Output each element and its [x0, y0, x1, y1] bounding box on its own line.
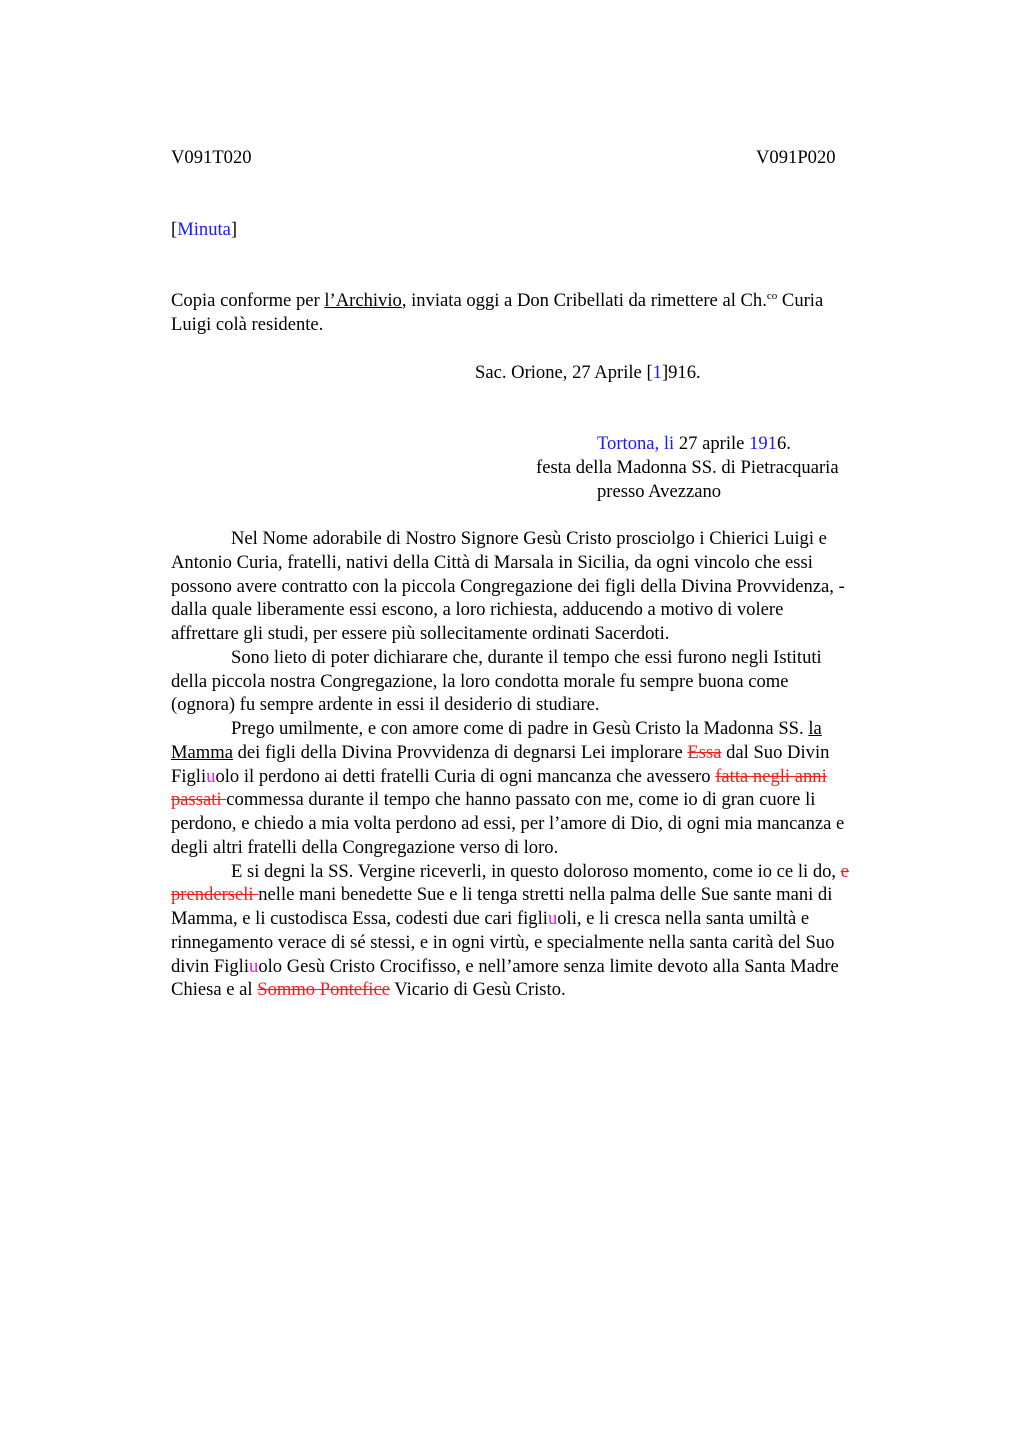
- dateline-line-2: festa della Madonna SS. di Pietracquaria: [536, 457, 839, 478]
- p4-text: nelle mani benedette Sue e li tenga stretti nella palma delle Sue sante mani di: [258, 884, 833, 905]
- signature-text-c: ]916.: [661, 362, 701, 383]
- signature-year-digit: 1: [652, 362, 662, 383]
- p3-text: Figli: [171, 766, 207, 787]
- p4-line-4: rinnegamento verace di sé stessi, e in ogni virtù, e specialmente nella santa carità del Suo: [171, 932, 835, 953]
- p3-deleted-fatta: fatta negli anni: [715, 766, 827, 787]
- dateline-line-3: presso Avezzano: [597, 481, 722, 502]
- p3-text: olo il perdono ai detti fratelli Curia di ogni mancanza che avessero: [215, 766, 716, 787]
- dateline-year-a: 191: [749, 433, 777, 454]
- p4-deleted-sommo-pontefice: Sommo Pontefice: [257, 979, 390, 1000]
- p3-line-1: [231, 717, 822, 741]
- p4-text: Vicario di Gesù Cristo.: [389, 979, 566, 1000]
- copia-text-c: Curia: [777, 290, 824, 311]
- p4-line-3: [171, 907, 809, 931]
- p3-line-6: degli altri fratelli della Congregazione verso di loro.: [171, 837, 559, 858]
- p4-text: olo Gesù Cristo Crocifisso, e nell’amore senza limite devoto alla Santa Madre: [258, 956, 839, 977]
- p3-deleted-essa: Essa: [687, 742, 722, 763]
- p3-line-3: [171, 765, 827, 789]
- copia-line-2: Luigi colà residente.: [171, 314, 324, 335]
- p2-line-2: della piccola nostra Congregazione, la loro condotta morale fu sempre buona come: [171, 671, 789, 692]
- p4-deleted-prenderseli: prenderseli: [171, 884, 259, 905]
- p4-inserted-u: u: [249, 956, 259, 977]
- minuta-word: Minuta: [177, 219, 231, 240]
- superscript-co: co: [766, 290, 778, 302]
- p4-line-1: [231, 860, 849, 884]
- p3-text: dal Suo Divin: [721, 742, 830, 763]
- signature-text-a: Sac. Orione, 27 Aprile [: [475, 362, 653, 383]
- p4-line-2: [171, 883, 832, 907]
- p4-deleted-e: e: [840, 861, 849, 882]
- minuta-open-bracket: [: [171, 219, 178, 240]
- minuta-label: [171, 218, 237, 242]
- p3-line-5: perdono, e chiedo a mia volta perdono ad essi, per l’amore di Dio, di ogni mia mancanza e: [171, 813, 845, 834]
- dateline-year-b: 6.: [776, 433, 791, 454]
- p1-line-4: dalla quale liberamente essi escono, a loro richiesta, adducendo a motivo di volere: [171, 599, 784, 620]
- p1-line-2: Antonio Curia, fratelli, nativi della Città di Marsala in Sicilia, da ogni vincolo che essi: [171, 552, 813, 573]
- p3-line-2: [171, 741, 829, 765]
- p3-underlined-la: la: [808, 718, 822, 739]
- p4-text: oli, e li cresca nella santa umiltà e: [557, 908, 810, 929]
- dateline-line-1: [597, 432, 791, 456]
- p2-line-3: (ognora) fu sempre ardente in essi il desiderio di studiare.: [171, 694, 600, 715]
- p1-line-5: affrettare gli studi, per essere più sollecitamente ordinati Sacerdoti.: [171, 623, 670, 644]
- dateline-place: Tortona, li: [597, 433, 675, 454]
- p4-text: Chiesa e al: [171, 979, 258, 1000]
- p1-line-1: Nel Nome adorabile di Nostro Signore Gesù Cristo prosciolgo i Chierici Luigi e: [231, 528, 827, 549]
- p4-inserted-u: u: [547, 908, 558, 929]
- copia-text-a: Copia conforme per: [171, 290, 325, 311]
- p3-underlined-mamma: Mamma: [171, 742, 233, 763]
- p2-line-1: Sono lieto di poter dichiarare che, durante il tempo che essi furono negli Istituti: [231, 647, 822, 668]
- dateline-day: 27 aprile: [674, 433, 750, 454]
- p3-line-4: [171, 788, 815, 812]
- copia-line-1: [171, 289, 823, 313]
- copia-text-b: , inviata oggi a Don Cribellati da rimettere al Ch.: [401, 290, 767, 311]
- p3-text: Prego umilmente, e con amore come di padre in Gesù Cristo la Madonna SS.: [231, 718, 809, 739]
- signature-line: [475, 361, 701, 385]
- document-code-left: V091T020: [171, 147, 252, 168]
- p3-deleted-passati: passati: [171, 789, 227, 810]
- archivio-word: l’Archivio: [324, 290, 402, 311]
- p3-text: commessa durante il tempo che hanno passato con me, come io di gran cuore li: [226, 789, 816, 810]
- p3-inserted-u: u: [206, 766, 216, 787]
- p3-text: dei figli della Divina Provvidenza di degnarsi Lei implorare: [232, 742, 688, 763]
- minuta-close-bracket: ]: [230, 219, 238, 240]
- document-code-right: V091P020: [756, 147, 836, 168]
- p4-text: E si degni la SS. Vergine riceverli, in questo doloroso momento, come io ce li do,: [231, 861, 841, 882]
- p4-text: divin Figli: [171, 956, 250, 977]
- p4-line-5: [171, 955, 839, 979]
- p1-line-3: possono avere contratto con la piccola Congregazione dei figli della Divina Provvidenza, -: [171, 576, 845, 597]
- p4-text: Mamma, e li custodisca Essa, codesti due cari figli: [171, 908, 548, 929]
- p4-line-6: [171, 978, 566, 1002]
